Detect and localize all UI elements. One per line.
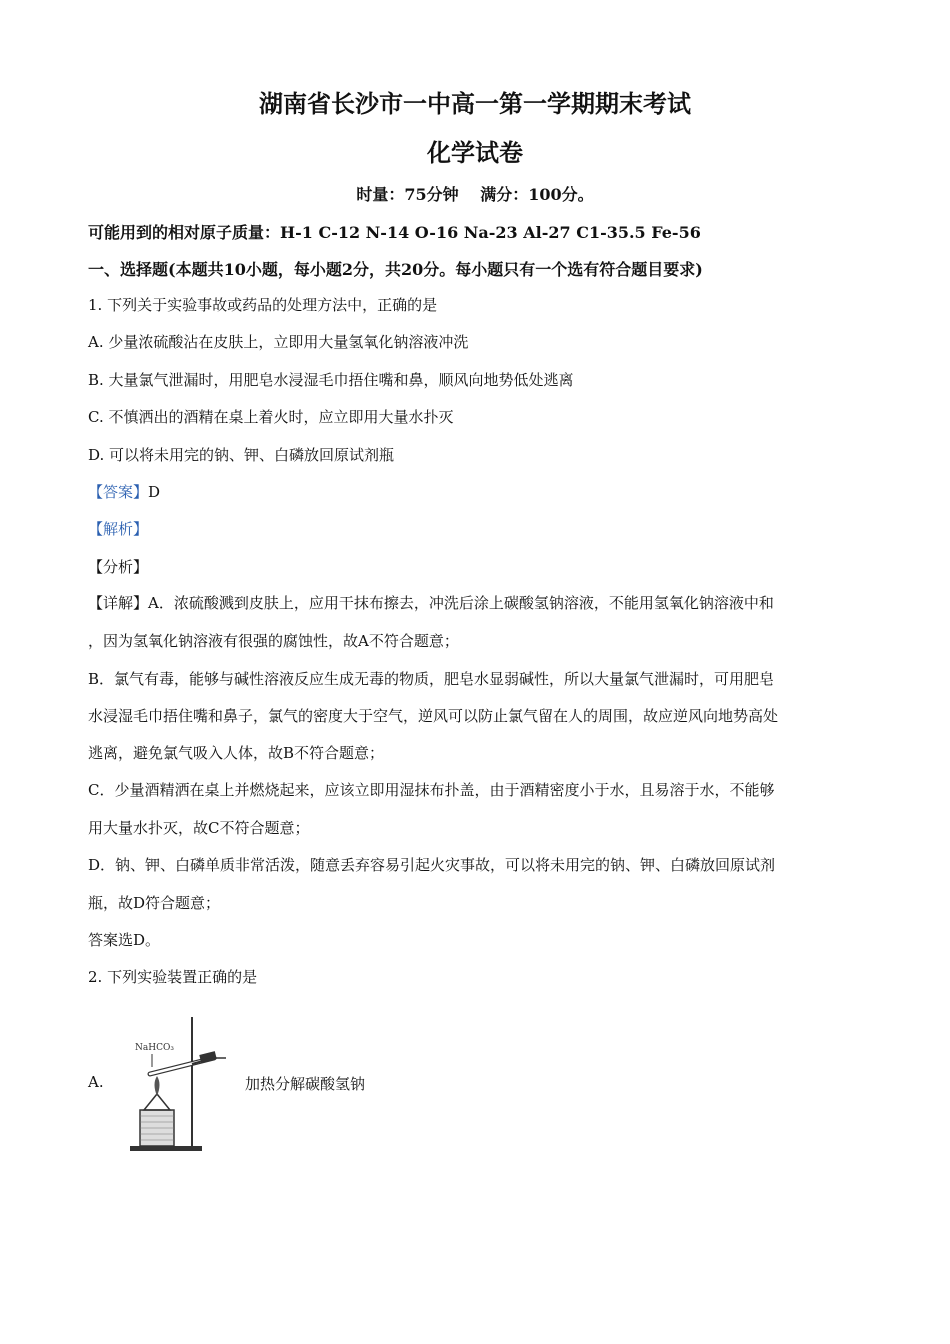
- question-1-option-d: D. 可以将未用完的钠、钾、白磷放回原试剂瓶: [88, 446, 395, 464]
- answer-value: D: [148, 483, 161, 501]
- detail-line: 【详解】A．浓硫酸溅到皮肤上，应用干抹布擦去，冲洗后涂上碳酸氢钠溶液，不能用氢氧化钠溶液中和: [88, 594, 774, 612]
- question-2-option-a-text: 加热分解碳酸氢钠: [245, 1075, 366, 1093]
- fenxi-tag: 【分析】: [88, 558, 149, 576]
- detail-line: 水浸湿毛巾捂住嘴和鼻子，氯气的密度大于空气，逆风可以防止氯气留在人的周围，故应逆风向地势高处: [88, 707, 779, 725]
- question-1-stem: 1. 下列关于实验事故或药品的处理方法中，正确的是: [88, 296, 438, 314]
- detail-line: ，因为氢氧化钠溶液有很强的腐蚀性，故A不符合题意；: [88, 632, 459, 650]
- detail-line: B．氯气有毒，能够与碱性溶液反应生成无毒的物质，肥皂水显弱碱性，所以大量氯气泄漏时，可用肥皂: [88, 670, 775, 688]
- exam-title: 湖南省长沙市一中高一第一学期期末考试: [259, 89, 691, 118]
- question-1-option-b: B. 大量氯气泄漏时，用肥皂水浸湿毛巾捂住嘴和鼻，顺风向地势低处逃离: [88, 371, 574, 389]
- answer-tag: 【答案】: [88, 483, 149, 501]
- section-heading: 一、选择题(本题共10小题，每小题2分，共20分。每小题只有一个选有符合题目要求): [88, 260, 703, 279]
- question-2-option-a-label: A.: [88, 1073, 104, 1091]
- detail-line: D．钠、钾、白磷单质非常活泼，随意丢弃容易引起火灾事故，可以将未用完的钠、钾、白磷放回原试剂: [88, 856, 776, 874]
- answer-line: [88, 481, 160, 502]
- apparatus-figure: [124, 1012, 234, 1161]
- analysis-tag: 【解析】: [88, 520, 149, 538]
- detail-line: 瓶，故D符合题意；: [88, 894, 221, 912]
- detail-line: 逃离，避免氯气吸入人体，故B不符合题意；: [88, 744, 385, 762]
- time-score: 时量：75分钟 满分：100分。: [356, 185, 594, 204]
- detail-line: 答案选D。: [88, 931, 161, 949]
- atomic-mass: 可能用到的相对原子质量：H-1 C-12 N-14 O-16 Na-23 Al-27 C1-35.5 Fe-56: [88, 223, 701, 242]
- detail-line: C．少量酒精洒在桌上并燃烧起来，应该立即用湿抹布扑盖，由于酒精密度小于水，且易溶于水，不能够: [88, 781, 775, 799]
- question-1-option-c: C. 不慎洒出的酒精在桌上着火时，应立即用大量水扑灭: [88, 408, 454, 426]
- question-1-option-a: A. 少量浓硫酸沾在皮肤上，立即用大量氢氧化钠溶液冲洗: [88, 333, 469, 351]
- figure-label: NaHCO₃: [135, 1043, 174, 1053]
- detail-line: 用大量水扑灭，故C不符合题意；: [88, 819, 310, 837]
- exam-subtitle: 化学试卷: [427, 138, 523, 167]
- question-2-stem: 2. 下列实验装置正确的是: [88, 968, 258, 986]
